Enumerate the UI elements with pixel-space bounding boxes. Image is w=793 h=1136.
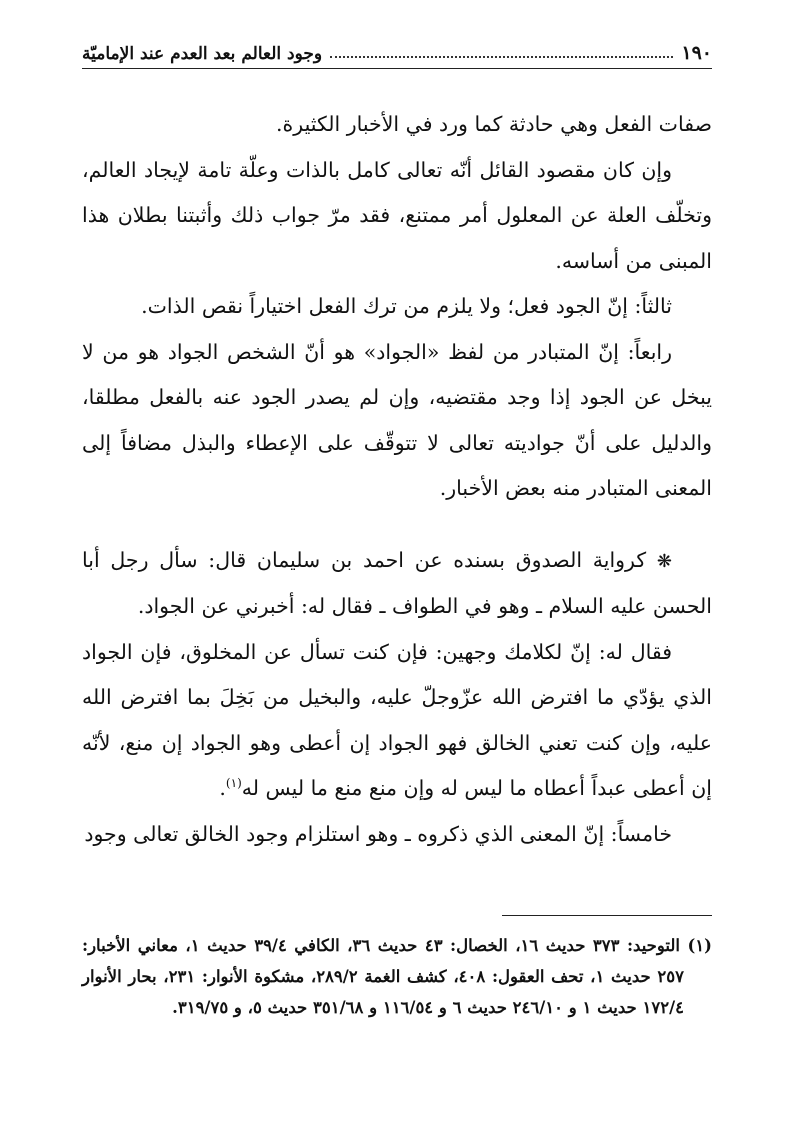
footnote (82, 930, 712, 1023)
paragraph-third: ثالثاً: إنّ الجود فعل؛ ولا يلزم من ترك الفعل اختياراً نقص الذات. (141, 294, 672, 318)
narration-reply (82, 630, 712, 812)
page-number: ١٩٠ (681, 42, 712, 64)
footnote-marker: (١) (687, 936, 712, 955)
narration-intro-text: كرواية الصدوق بسنده عن احمد بن سليمان قال: سأل رجل أبا الحسن عليه السلام ـ وهو في الطواف ـ فقال له: أخبرني عن الجواد. (82, 547, 712, 618)
paragraph-fifth: خامساً: إنّ المعنى الذي ذكروه ـ وهو استلزام وجود الخالق تعالى وجود (84, 821, 672, 846)
footnote-entry (82, 930, 712, 1023)
narration-intro (82, 538, 712, 630)
star-ornament-icon: ❋ (656, 550, 672, 572)
paragraph-continuation: صفات الفعل وهي حادثة كما ورد في الأخبار الكثيرة. (276, 112, 712, 136)
footnote-separator (502, 915, 712, 916)
paragraph-objection: وإن كان مقصود القائل أنّه تعالى كامل بالذات وعلّة تامة لإيجاد العالم، وتخلّف العلة عن المعلول أمر ممتنع، فقد مرّ جواب ذلك وأثبتنا بطلان هذا المبنى من أساسه. (82, 157, 712, 273)
page-header (82, 30, 712, 69)
header-dot-leader (330, 56, 673, 58)
footnote-text: التوحيد: ٣٧٣ حديث ١٦، الخصال: ٤٣ حديث ٣٦، الكافي ٣٩/٤ حديث ١، معاني الأخبار: ٢٥٧ حديث ١، تحف العقول: ٤٠٨، كشف الغمة ٢٨٩/٢، مشكوة الأنوار: ٢٣١، بحار الأنوار ١٧٢/٤ حديث ١ و ٢٤٦/١٠ حديث ٦ و ١١٦/٥٤ و ٣٥١/٦٨ حديث ٥، و ٣١٩/٧٥. (82, 936, 684, 1017)
running-title: وجود العالم بعد العدم عند الإماميّة (82, 44, 323, 64)
narration-reply-end: . (219, 776, 226, 800)
narration-reply-text: فقال له: إنّ لكلامك وجهين: فإن كنت تسأل عن المخلوق، فإن الجواد الذي يؤدّي ما افترض الله عزّوجلّ عليه، والبخيل من بَخِلَ بما افترض الله عليه، وإن كنت تعني الخالق فهو الجواد إن أعطى وهو الجواد إن منع، لأنّه إن أعطى عبداً أعطاه ما ليس له وإن منع منع ما ليس له (82, 639, 712, 800)
paragraph-fourth: رابعاً: إنّ المتبادر من لفظ «الجواد» هو أنّ الشخص الجواد هو من لا يبخل عن الجود إذا وجد مقتضيه، وإن لم يصدر الجود عنه بالفعل مطلقا، والدليل على أنّ جواديته تعالى لا تتوقّف على الإعطاء والبذل مضافاً إلى المعنى المتبادر منه بعض الأخبار. (82, 339, 712, 500)
main-text (82, 102, 712, 857)
footnote-reference[interactable]: (١) (225, 776, 242, 791)
